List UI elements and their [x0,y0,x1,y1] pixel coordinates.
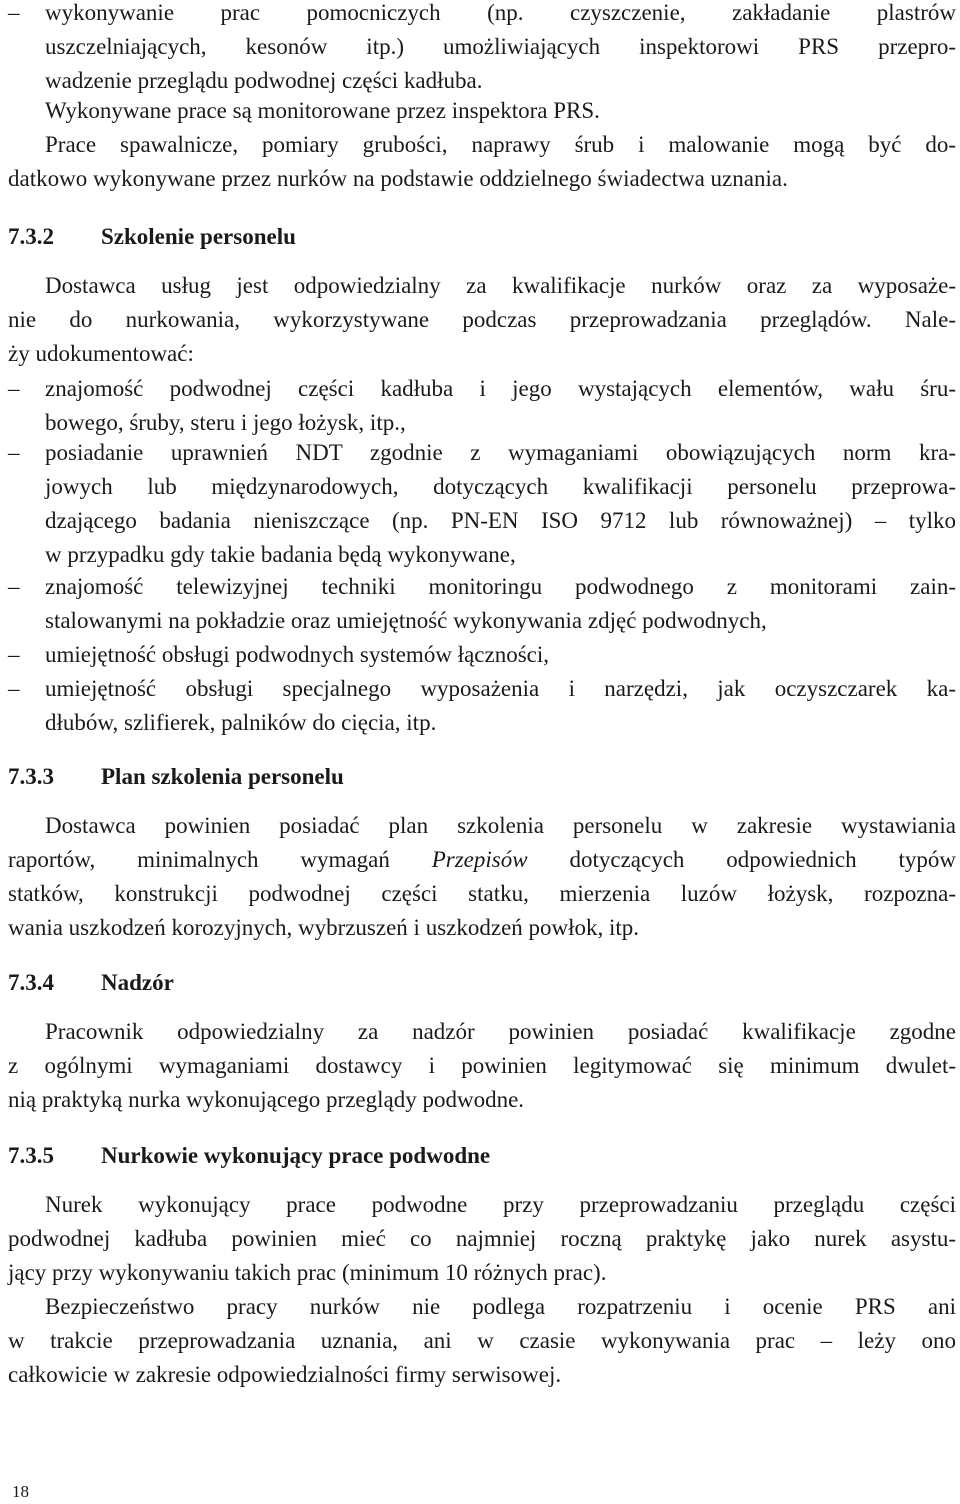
list-item-line: bowego, śruby, steru i jego łożysk, itp., [45,410,406,435]
list-item-line: wadzenie przeglądu podwodnej części kadłuba. [45,68,483,93]
paragraph-line: całkowicie w zakresie odpowiedzialności firmy serwisowej. [8,1362,562,1387]
list-item-line: wykonywanie prac pomocniczych (np. czyszczenie, zakładanie plastrów [45,0,956,25]
paragraph-line: Pracownik odpowiedzialny za nadzór powinien posiadać kwalifikacje zgodne [45,1019,956,1044]
section-title: Szkolenie personelu [101,224,296,249]
paragraph-line: statków, konstrukcji podwodnej części statku, mierzenia luzów łożysk, rozpozna- [8,881,956,906]
section-number: 7.3.2 [8,224,54,249]
paragraph-line: jący przy wykonywaniu takich prac (minimum 10 różnych prac). [8,1260,607,1285]
paragraph-line [8,843,956,877]
list-item-line: znajomość telewizyjnej techniki monitoringu podwodnego z monitorami zain- [45,574,956,599]
paragraph-line: datkowo wykonywane przez nurków na podstawie oddzielnego świadectwa uznania. [8,166,788,191]
text-run: raportów, minimalnych wymagań [8,847,432,872]
list-dash: – [8,376,20,401]
paragraph-line: wania uszkodzeń korozyjnych, wybrzuszeń i uszkodzeń powłok, itp. [8,915,640,940]
list-item [8,372,956,440]
paragraph [8,809,956,945]
paragraph [8,1188,956,1290]
list-item [8,570,956,638]
list-item-line: dłubów, szlifierek, palników do cięcia, itp. [45,710,437,735]
paragraph-line: podwodnej kadłuba powinien mieć co najmniej roczną praktykę jako nurek asystu- [8,1226,956,1251]
paragraph [8,1015,956,1117]
list-item-line: dzającego badania nieniszczące (np. PN-EN ISO 9712 lub równoważnej) – tylko [45,508,956,533]
section-number: 7.3.3 [8,764,54,789]
paragraph-line: Prace spawalnicze, pomiary grubości, naprawy śrub i malowanie mogą być do- [45,132,956,157]
paragraph [8,269,956,371]
paragraph-line: Bezpieczeństwo pracy nurków nie podlega rozpatrzeniu i ocenie PRS ani [45,1294,956,1319]
list-item-line: umiejętność obsługi podwodnych systemów łączności, [45,642,550,667]
list-item-line: znajomość podwodnej części kadłuba i jego wystających elementów, wału śru- [45,376,956,401]
list-item-line: uszczelniających, kesonów itp.) umożliwiających inspektorowi PRS przepro- [45,34,956,59]
paragraph-line: Wykonywane prace są monitorowane przez inspektora PRS. [45,98,600,123]
section-title: Nurkowie wykonujący prace podwodne [101,1143,491,1168]
paragraph-line: nie do nurkowania, wykorzystywane podczas przeprowadzania przeglądów. Nale- [8,307,956,332]
text-run: dotyczących odpowiednich typów [527,847,956,872]
section-title: Nadzór [101,970,174,995]
paragraph-line: z ogólnymi wymaganiami dostawcy i powinien legitymować się minimum dwulet- [8,1053,956,1078]
list-dash: – [8,440,20,465]
list-item [8,0,956,98]
list-item-line: posiadanie uprawnień NDT zgodnie z wymaganiami obowiązujących norm kra- [45,440,956,465]
section-heading [8,967,174,999]
paragraph [8,1290,956,1392]
paragraph-line: Nurek wykonujący prace podwodne przy przeprowadzaniu przeglądu części [45,1192,956,1217]
list-item-line: stalowanymi na pokładzie oraz umiejętność wykonywania zdjęć podwodnych, [45,608,767,633]
list-item [8,672,956,740]
paragraph [8,94,956,128]
section-title: Plan szkolenia personelu [101,764,344,789]
section-number: 7.3.5 [8,1143,54,1168]
paragraph-line: ży udokumentować: [8,341,194,366]
list-dash: – [8,676,20,701]
list-item-line: jowych lub międzynarodowych, dotyczących kwalifikacji personelu przeprowa- [45,474,956,499]
publication-title: Przepisów [431,847,528,872]
list-dash: – [8,574,20,599]
paragraph-line: Dostawca usług jest odpowiedzialny za kwalifikacje nurków oraz za wyposaże- [45,273,956,298]
section-heading [8,1140,490,1172]
list-dash: – [8,642,20,667]
list-item-line: umiejętność obsługi specjalnego wyposażenia i narzędzi, jak oczyszczarek ka- [45,676,956,701]
section-number: 7.3.4 [8,970,54,995]
list-dash: – [8,0,20,25]
paragraph-line: w trakcie przeprowadzania uznania, ani w czasie wykonywania prac – leży ono [8,1328,956,1353]
list-item [8,436,956,572]
list-item [8,638,956,672]
paragraph-line: Dostawca powinien posiadać plan szkolenia personelu w zakresie wystawiania [45,813,956,838]
list-item-line: w przypadku gdy takie badania będą wykonywane, [45,542,516,567]
section-heading [8,761,344,793]
paragraph-line: nią praktyką nurka wykonującego przeglądy podwodne. [8,1087,525,1112]
page-number: 18 [12,1482,29,1501]
section-heading [8,221,296,253]
paragraph [8,128,956,196]
